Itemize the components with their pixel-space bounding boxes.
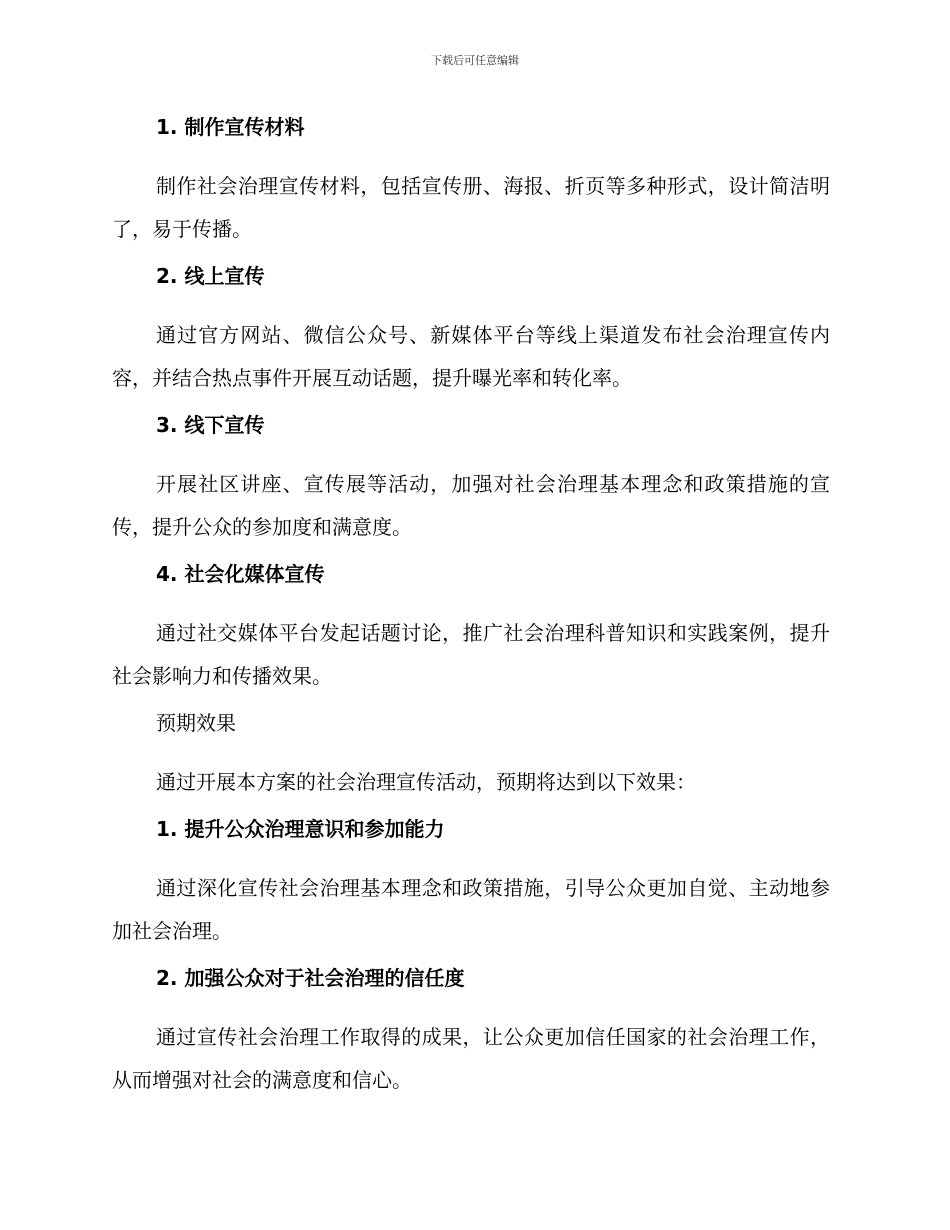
section-paragraph: 通过宣传社会治理工作取得的成果，让公众更加信任国家的社会治理工作，从而增强对社会的满意度和信心。 xyxy=(112,1025,830,1092)
section-paragraph: 通过社交媒体平台发起话题讨论，推广社会治理科普知识和实践案例，提升社会影响力和传播效果。 xyxy=(112,621,830,688)
section-heading: 2. 线上宣传 xyxy=(156,264,265,288)
section-heading: 4. 社会化媒体宣传 xyxy=(156,562,325,586)
section-paragraph: 通过官方网站、微信公众号、新媒体平台等线上渠道发布社会治理宣传内容，并结合热点事件开展互动话题，提升曝光率和转化率。 xyxy=(112,323,830,390)
section-paragraph: 开展社区讲座、宣传展等活动，加强对社会治理基本理念和政策措施的宣传，提升公众的参加度和满意度。 xyxy=(112,472,830,539)
section-heading: 3. 线下宣传 xyxy=(156,413,265,437)
page-header: 下载后可任意编辑 xyxy=(431,54,519,67)
section-heading: 1. 制作宣传材料 xyxy=(156,115,305,139)
section-heading: 1. 提升公众治理意识和参加能力 xyxy=(156,817,445,841)
section-heading-expected-effects: 预期效果 xyxy=(156,711,236,735)
section-paragraph: 通过开展本方案的社会治理宣传活动，预期将达到以下效果： xyxy=(156,770,696,794)
section-paragraph: 通过深化宣传社会治理基本理念和政策措施，引导公众更加自觉、主动地参加社会治理。 xyxy=(112,876,830,943)
section-heading: 2. 加强公众对于社会治理的信任度 xyxy=(156,966,465,990)
section-paragraph: 制作社会治理宣传材料，包括宣传册、海报、折页等多种形式，设计简洁明了，易于传播。 xyxy=(112,174,830,241)
document-body xyxy=(112,112,830,1102)
